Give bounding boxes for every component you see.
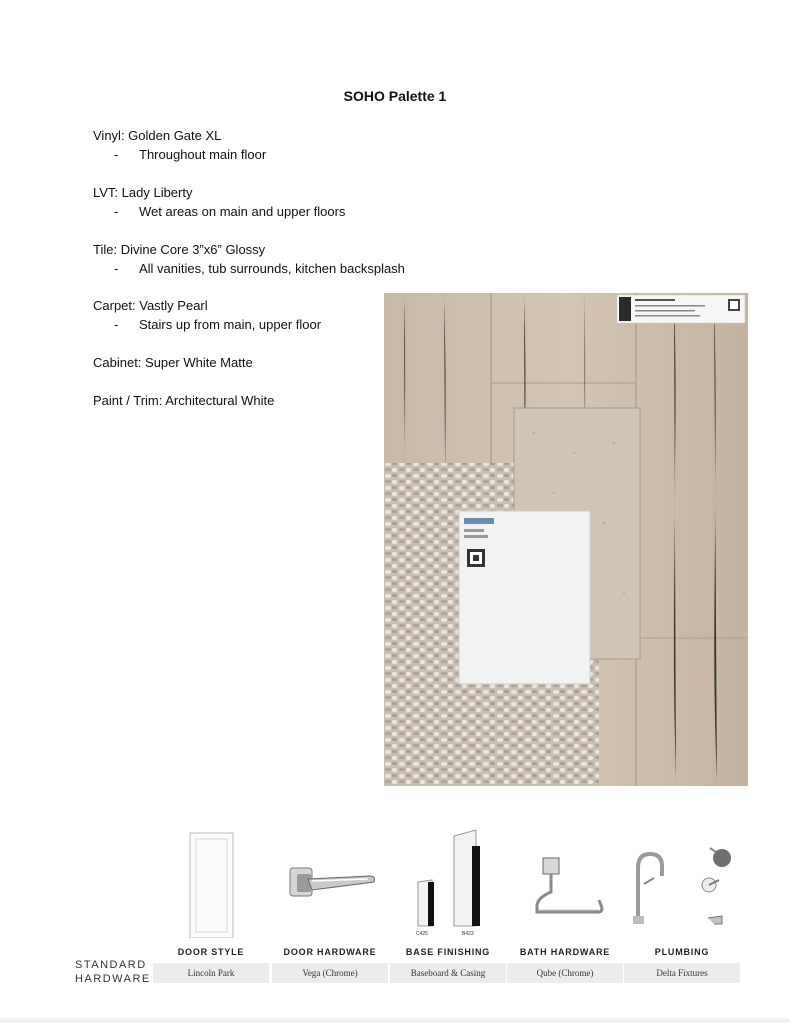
hardware-value: Lincoln Park (153, 963, 269, 983)
lever-handle-icon (272, 820, 388, 938)
hardware-value: Delta Fixtures (624, 963, 740, 983)
page-title: SOHO Palette 1 (343, 88, 447, 104)
hardware-value: Qube (Chrome) (507, 963, 623, 983)
spec-paint (93, 391, 274, 410)
baseboard-icon (390, 820, 506, 938)
spec-label: Tile: Divine Core 3”x6” Glossy (93, 242, 266, 257)
spec-tile: Tile: Divine Core 3”x6” Glossy - All vanities, tub surrounds, kitchen backsplash (93, 242, 405, 276)
baseboard-tag-c425: C425 (416, 931, 428, 937)
spec-label: Paint / Trim: Architectural White (93, 393, 275, 408)
spec-lvt: LVT: Lady Liberty - Wet areas on main and upper floors (93, 185, 346, 219)
standard-hardware-label: STANDARD HARDWARE (75, 959, 151, 985)
spec-label: LVT: Lady Liberty (93, 185, 193, 200)
casing-tag-b423: B423 (462, 931, 474, 937)
hardware-heading: BATH HARDWARE (519, 947, 611, 957)
towel-ring-icon (507, 820, 623, 938)
spec-note: All vanities, tub surrounds, kitchen backsplash (139, 261, 405, 276)
spec-label: Cabinet: Super White Matte (93, 355, 253, 370)
spec-note: Wet areas on main and upper floors (139, 204, 346, 219)
hardware-heading: BASE FINISHING (405, 947, 491, 957)
material-samples-photo (384, 293, 748, 786)
spec-vinyl: Vinyl: Golden Gate XL - Throughout main floor (93, 128, 267, 162)
hardware-heading: PLUMBING (654, 947, 710, 957)
spec-label: Carpet: Vastly Pearl (93, 298, 208, 313)
hardware-door-hardware (272, 820, 388, 995)
faucet-icon (624, 820, 740, 938)
hardware-bath-hardware (507, 820, 623, 995)
spec-carpet: Carpet: Vastly Pearl - Stairs up from main, upper floor (93, 298, 322, 332)
spec-label: Vinyl: Golden Gate XL (93, 128, 222, 143)
spec-note: Throughout main floor (139, 147, 267, 162)
hardware-plumbing (624, 820, 740, 995)
door-icon (153, 820, 269, 938)
hardware-value: Baseboard & Casing (390, 963, 506, 983)
hardware-value: Vega (Chrome) (272, 963, 388, 983)
hardware-door-style (153, 820, 269, 995)
page-bottom-edge (0, 1018, 790, 1023)
standard-hardware-section (0, 820, 790, 1000)
hardware-base-finishing (390, 820, 506, 995)
hardware-heading: DOOR STYLE (177, 947, 245, 957)
spec-note: Stairs up from main, upper floor (139, 317, 322, 332)
spec-cabinet (93, 353, 253, 372)
hardware-heading: DOOR HARDWARE (283, 947, 377, 957)
